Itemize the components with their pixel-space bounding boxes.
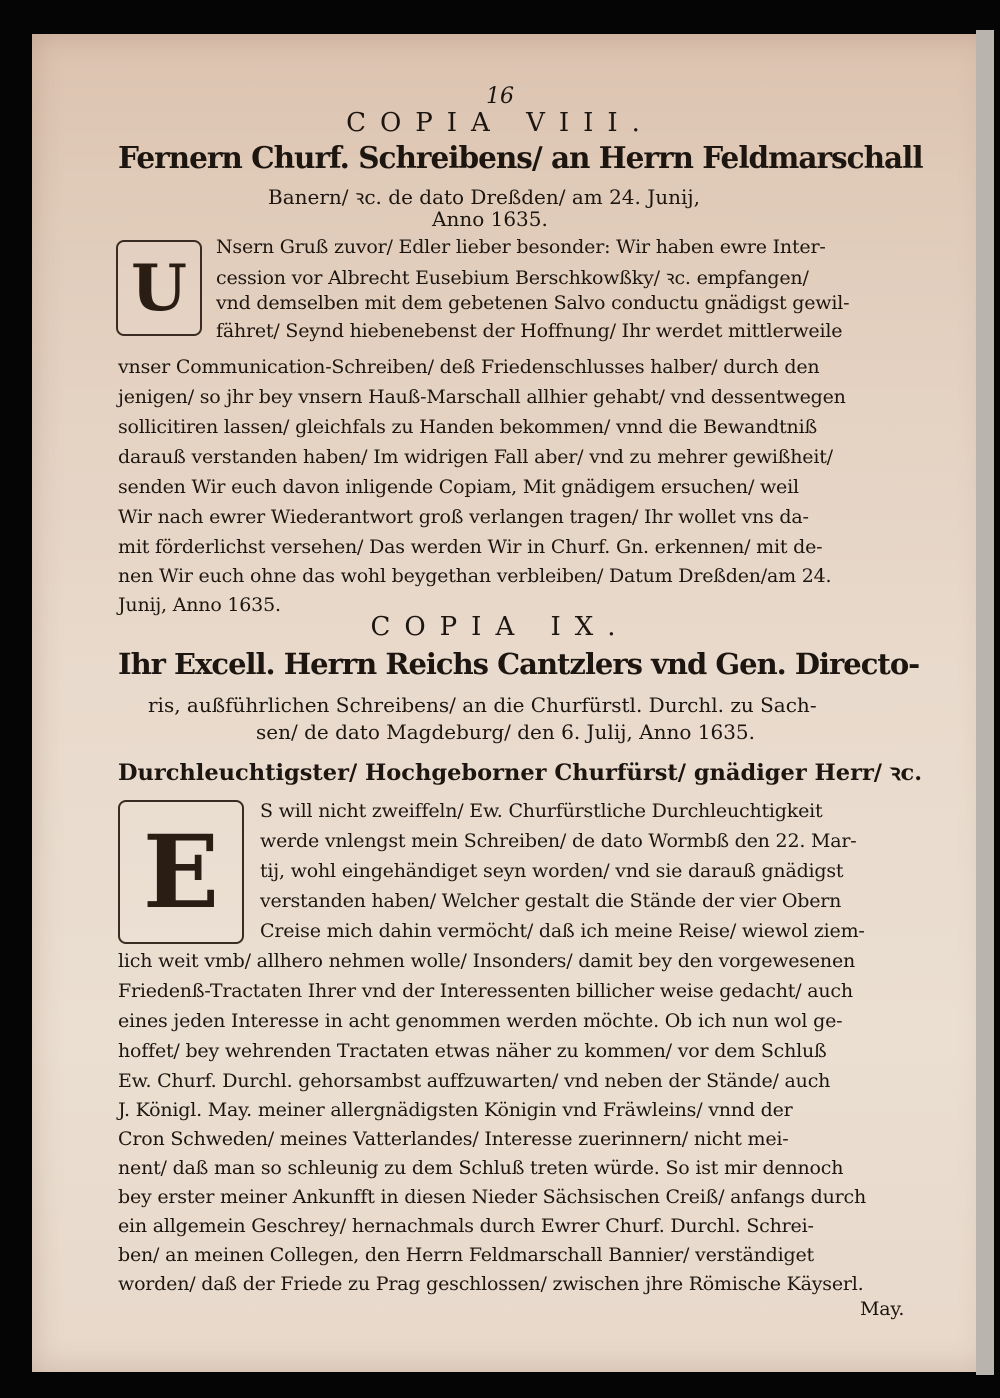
body-line: verstanden haben/ Welcher gestalt die Stände der vier Obern	[260, 890, 842, 912]
body-line: fähret/ Seynd hiebenebenst der Hoffnung/ Ihr werdet mittlerweile	[216, 320, 843, 342]
body-line: darauß verstanden haben/ Im widrigen Fall aber/ vnd zu mehrer gewißheit/	[118, 446, 833, 468]
body-line: Friedenß-Tractaten Ihrer vnd der Interessenten billicher weise gedacht/ auch	[118, 980, 853, 1002]
body-line: Nsern Gruß zuvor/ Edler lieber besonder: Wir haben ewre Inter-	[216, 236, 826, 258]
body-line: Creise mich dahin vermöcht/ daß ich meine Reise/ wiewol ziem-	[260, 920, 865, 942]
body-line: sollicitiren lassen/ gleichfals zu Handen bekommen/ vnnd die Bewandtniß	[118, 416, 817, 438]
body-line: werde vnlengst mein Schreiben/ de dato Wormbß den 22. Mar-	[260, 830, 857, 852]
page-edge	[976, 30, 994, 1375]
body-line: ben/ an meinen Collegen, den Herrn Feldmarschall Bannier/ verständiget	[118, 1244, 814, 1266]
body-line: senden Wir euch davon inligende Copiam, Mit gnädigem ersuchen/ weil	[118, 476, 799, 498]
body-line: Ew. Churf. Durchl. gehorsambst auffzuwarten/ vnd neben der Stände/ auch	[118, 1070, 831, 1092]
copia-viii-heading: Fernern Churf. Schreibens/ an Herrn Feldmarschall	[118, 140, 923, 175]
salutation: Durchleuchtigster/ Hochgeborner Churfürst/ gnädiger Herr/ ꝛc.	[118, 760, 923, 786]
body-line: J. Königl. May. meiner allergnädigsten Königin vnd Fräwleins/ vnnd der	[118, 1099, 793, 1121]
page-number: 16	[486, 84, 514, 109]
copia-ix-label: COPIA IX.	[370, 612, 630, 642]
body-line: jenigen/ so jhr bey vnsern Hauß-Marschall allhier gehabt/ vnd dessentwegen	[118, 386, 846, 408]
copia-ix-heading: Ihr Excell. Herrn Reichs Cantzlers vnd Gen. Directo-	[118, 647, 920, 681]
copia-viii-sub1: Banern/ ꝛc. de dato Dreßden/ am 24. Junij,	[268, 185, 700, 209]
body-line: hoffet/ bey wehrenden Tractaten etwas näher zu kommen/ vor dem Schluß	[118, 1040, 827, 1062]
initial-letter-u: U	[116, 240, 202, 336]
copia-viii-label: COPIA VIII.	[346, 108, 654, 138]
body-line: Junij, Anno 1635.	[118, 594, 281, 616]
body-line: lich weit vmb/ allhero nehmen wolle/ Insonders/ damit bey den vorgewesenen	[118, 950, 856, 972]
catchword: May.	[860, 1298, 905, 1320]
body-line: eines jeden Interesse in acht genommen werden möchte. Ob ich nun wol ge-	[118, 1010, 843, 1032]
body-line: tij, wohl eingehändiget seyn worden/ vnd sie darauß gnädigst	[260, 860, 844, 882]
initial-letter-e: E	[118, 800, 244, 944]
body-line: bey erster meiner Ankunfft in diesen Nieder Sächsischen Creiß/ anfangs durch	[118, 1186, 867, 1208]
body-line: nent/ daß man so schleunig zu dem Schluß treten würde. So ist mir dennoch	[118, 1157, 844, 1179]
body-line: S will nicht zweiffeln/ Ew. Churfürstliche Durchleuchtigkeit	[260, 800, 823, 822]
body-line: vnser Communication-Schreiben/ deß Friedenschlusses halber/ durch den	[118, 356, 820, 378]
body-line: vnd demselben mit dem gebetenen Salvo conductu gnädigst gewil-	[216, 292, 850, 314]
copia-ix-sub2: sen/ de dato Magdeburg/ den 6. Julij, Anno 1635.	[256, 720, 756, 744]
body-line: Cron Schweden/ meines Vatterlandes/ Interesse zuerinnern/ nicht mei-	[118, 1128, 789, 1150]
body-line: ein allgemein Geschrey/ hernachmals durch Ewrer Churf. Durchl. Schrei-	[118, 1215, 814, 1237]
body-line: Wir nach ewrer Wiederantwort groß verlangen tragen/ Ihr wollet vns da-	[118, 506, 809, 528]
copia-viii-sub2: Anno 1635.	[432, 207, 548, 231]
body-line: cession vor Albrecht Eusebium Berschkowßky/ ꝛc. empfangen/	[216, 267, 809, 289]
body-line: worden/ daß der Friede zu Prag geschlossen/ zwischen jhre Römische Käyserl.	[118, 1273, 864, 1295]
body-line: nen Wir euch ohne das wohl beygethan verbleiben/ Datum Dreßden/am 24.	[118, 565, 832, 587]
body-line: mit förderlichst versehen/ Das werden Wir in Churf. Gn. erkennen/ mit de-	[118, 536, 823, 558]
copia-ix-sub1: ris, außführlichen Schreibens/ an die Churfürstl. Durchl. zu Sach-	[148, 693, 817, 717]
